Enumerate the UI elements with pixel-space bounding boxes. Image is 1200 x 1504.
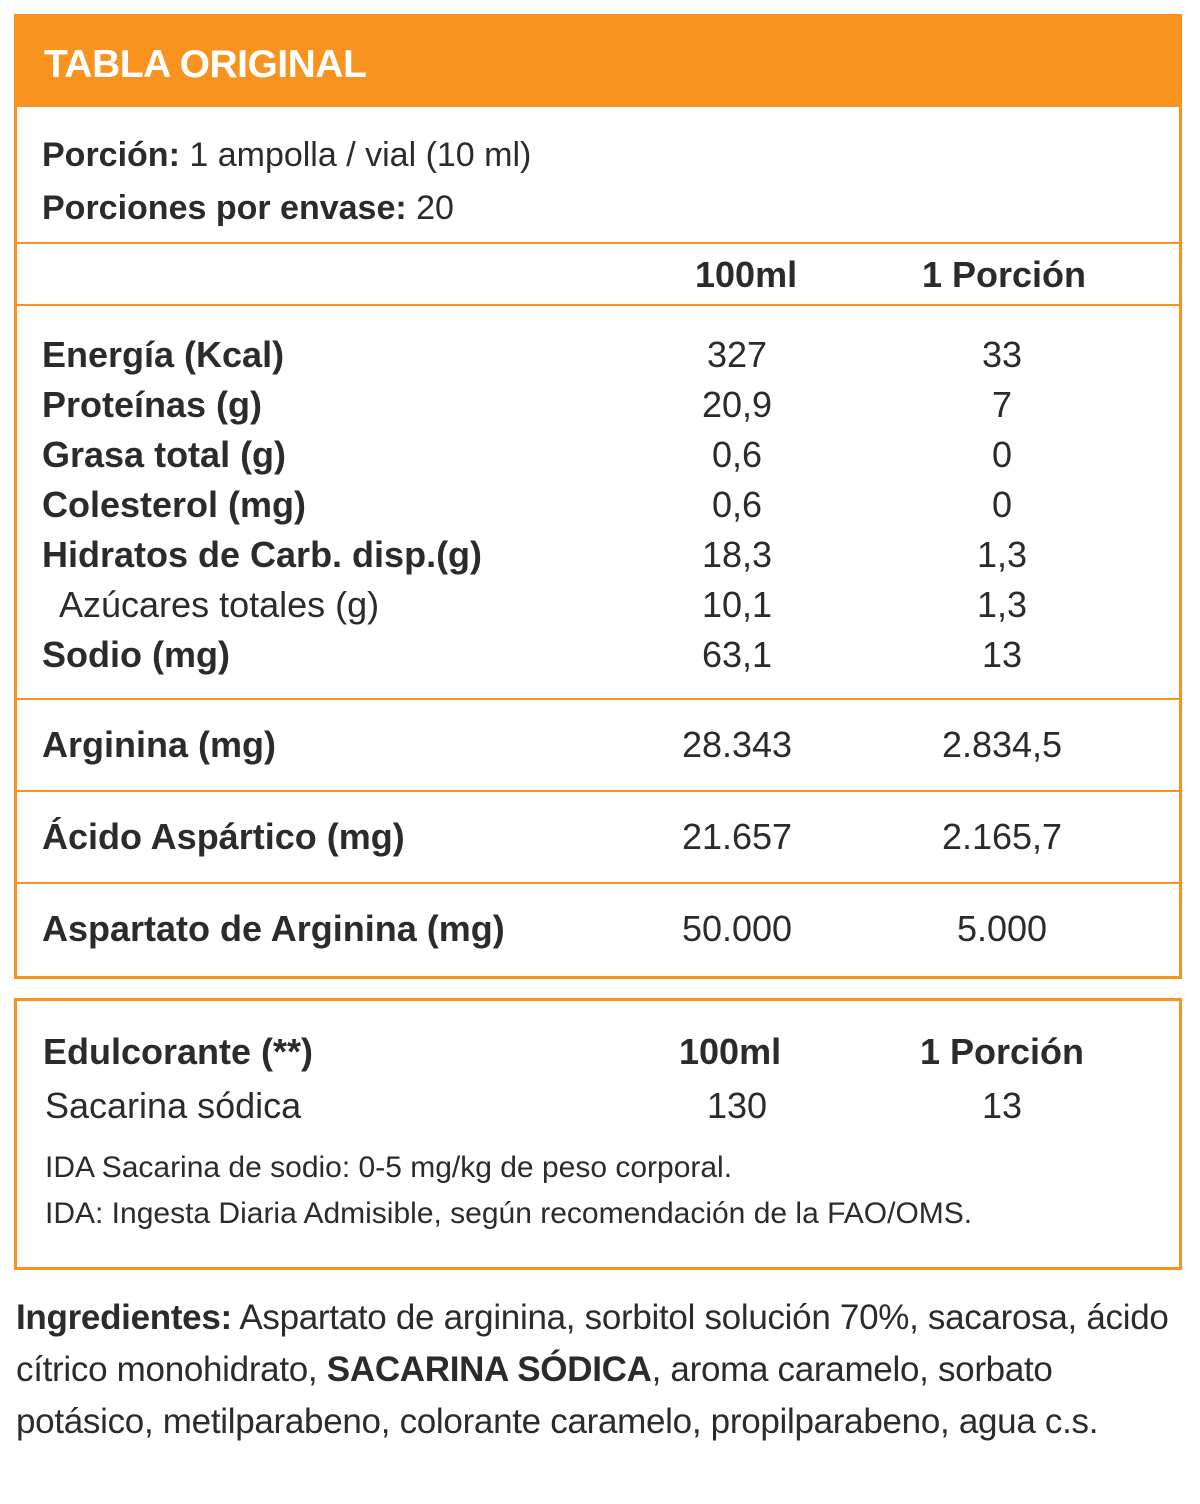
aspartic-acid-section [17,792,1179,884]
nutrient-label: Aspartato de Arginina (mg) [42,908,505,949]
sweetener-row [17,1075,1179,1137]
column-headers [17,244,1179,306]
ida-note-2: IDA: Ingesta Diaria Admisible, según recomendación de la FAO/OMS. [45,1197,973,1230]
table-row [17,812,1179,862]
value-100ml: 18,3 [701,534,773,575]
value-portion: 13 [982,1085,1023,1126]
sweetener-label: Sacarina sódica [45,1085,302,1126]
value-portion: 0 [991,434,1013,475]
value-100ml: 63,1 [701,634,773,675]
value-portion: 33 [981,334,1023,375]
column-header-portion: 1 Porción [922,254,1087,295]
nutrient-label: Hidratos de Carb. disp.(g) [42,534,483,575]
value-portion: 2.834,5 [941,724,1063,765]
portion-line [42,129,1179,182]
value-100ml: 21.657 [681,816,793,857]
sweetener-notes [17,1145,1179,1237]
table-header [17,17,1179,107]
ingredients-paragraph [16,1292,1186,1448]
servings-per-container-line [42,182,1179,235]
value-portion: 13 [981,634,1023,675]
arginine-aspartate-section [17,884,1179,976]
table-row [17,530,1179,580]
table-row [17,904,1179,954]
value-100ml: 327 [706,334,768,375]
ingredients-highlight: SACARINA SÓDICA [326,1350,652,1389]
nutrient-label: Colesterol (mg) [42,484,307,525]
table-row [17,580,1179,630]
portion-label: Porción: [42,136,180,174]
arginine-section [17,700,1179,792]
table-row [17,720,1179,770]
portion-value: 1 ampolla / vial (10 ml) [179,136,532,174]
value-portion: 1,3 [976,534,1028,575]
column-header-100ml: 100ml [679,1031,782,1072]
nutrient-label: Arginina (mg) [42,724,276,765]
value-100ml: 10,1 [701,584,773,625]
nutrients-block [17,306,1179,700]
ingredients-text-1: Aspartato de arginina, sorbitol solución 70%, sacarosa, ácido cítrico monohidrato, [16,1298,1169,1389]
nutrient-label: Grasa total (g) [42,434,287,475]
sweetener-table [14,998,1182,1270]
nutrient-label: Proteínas (g) [42,384,263,425]
table-row [17,480,1179,530]
nutrient-label: Ácido Aspártico (mg) [42,816,405,857]
value-100ml: 0,6 [711,484,763,525]
value-100ml: 20,9 [701,384,773,425]
value-portion: 2.165,7 [941,816,1063,857]
value-portion: 1,3 [976,584,1028,625]
value-100ml: 50.000 [681,908,793,949]
table-row [17,330,1179,380]
servings-per-container-label: Porciones por envase: [42,189,407,227]
nutrient-label: Energía (Kcal) [42,334,285,375]
nutrient-sublabel: Azúcares totales (g) [59,584,380,625]
sweetener-header [17,1001,1179,1072]
ingredients-label: Ingredientes: [16,1298,232,1337]
column-header-portion: 1 Porción [920,1031,1085,1072]
value-portion: 0 [991,484,1013,525]
value-100ml: 28.343 [681,724,793,765]
table-row [17,630,1179,680]
value-100ml: 0,6 [711,434,763,475]
table-row [17,430,1179,480]
nutrient-label: Sodio (mg) [42,634,230,675]
nutrition-table [14,14,1182,979]
ingredients-text-2: , aroma caramelo, sorbato potásico, metilparabeno, colorante caramelo, propilparabeno, agua c.s. [16,1350,1099,1441]
value-100ml: 130 [707,1085,768,1126]
serving-info [17,107,1179,244]
value-portion: 5.000 [956,908,1048,949]
table-title: TABLA ORIGINAL [44,43,367,86]
ida-note-1: IDA Sacarina de sodio: 0-5 mg/kg de peso corporal. [45,1151,733,1184]
servings-per-container-value: 20 [406,189,454,227]
table-row [17,380,1179,430]
sweetener-title: Edulcorante (**) [43,1031,314,1072]
column-header-100ml: 100ml [695,254,798,295]
value-portion: 7 [991,384,1013,425]
